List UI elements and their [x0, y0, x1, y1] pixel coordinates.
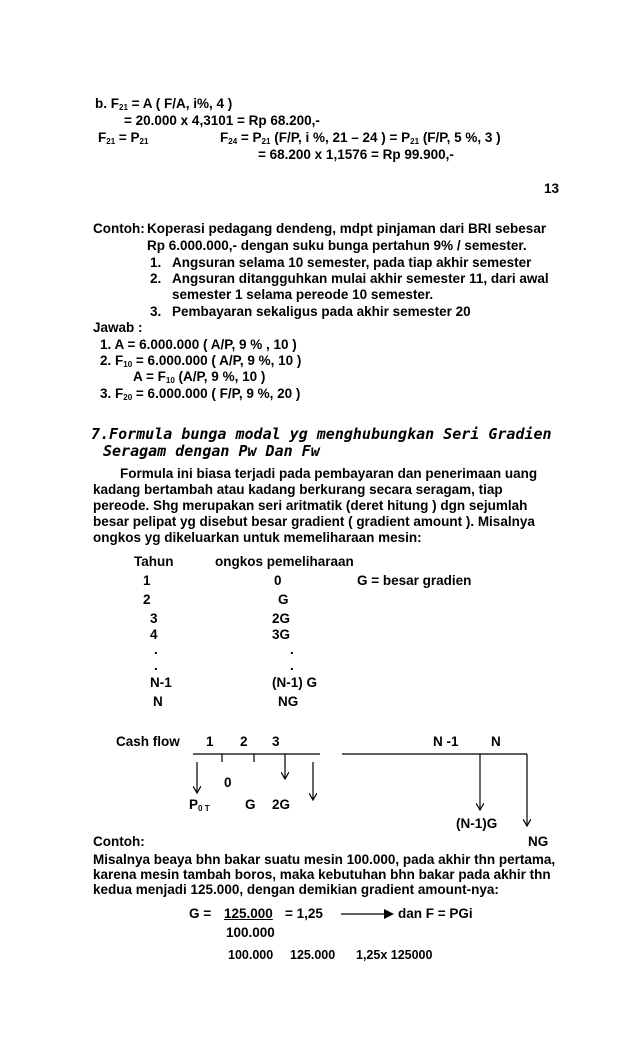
- subscript: 0 T: [198, 804, 210, 813]
- text: 2. F: [100, 353, 124, 368]
- subscript: 24: [228, 137, 238, 146]
- part-b-line-4: = 68.200 x 1,1576 = Rp 99.900,-: [258, 147, 454, 162]
- bottom-value: 1,25x 125000: [356, 948, 433, 962]
- table-cell-ongkos: 2G: [272, 611, 291, 626]
- bottom-value: 100.000: [228, 948, 274, 962]
- gradient-note: G = besar gradien: [357, 573, 472, 588]
- fraction-denominator: 100.000: [226, 925, 275, 940]
- contoh-item-num: 1.: [150, 255, 162, 270]
- jawab-label: Jawab :: [93, 320, 143, 335]
- contoh-item-text: Angsuran selama 10 semester, pada tiap akhir semester: [172, 255, 532, 270]
- right-arrow-icon: [340, 908, 396, 920]
- g-label: G: [245, 797, 256, 812]
- table-cell-ongkos: G: [278, 592, 289, 607]
- text: = P: [237, 130, 262, 145]
- text: F: [98, 130, 107, 145]
- table-cell-tahun: 3: [150, 611, 158, 626]
- contoh-item-text: Angsuran ditangguhkan mulai akhir semester 11, dari awal: [172, 271, 549, 286]
- 2g-label: 2G: [272, 797, 291, 812]
- table-cell-ongkos: 0: [274, 573, 282, 588]
- future-value-formula: dan F = PGi: [398, 906, 473, 921]
- text: (F/P, 5 %, 3 ): [419, 130, 501, 145]
- text: 3. F: [100, 386, 124, 401]
- period-n-minus-1-label: N -1: [433, 734, 459, 749]
- contoh-line-1: Koperasi pedagang dendeng, mdpt pinjaman dari BRI sebesar: [147, 221, 547, 236]
- fraction-numerator: 125.000: [224, 906, 273, 921]
- table-cell-tahun: 1: [143, 573, 151, 588]
- text: = 6.000.000 ( F/P, 9 %, 20 ): [132, 386, 301, 401]
- subscript: 20: [123, 393, 133, 402]
- section-heading-line-1: 7.Formula bunga modal yg menghubungkan Seri Gradien: [91, 425, 552, 443]
- period-1-label: 1: [206, 734, 214, 749]
- paragraph-line: ongkos yg dikeluarkan untuk memeliharaan mesin:: [93, 530, 422, 545]
- text: P: [189, 797, 199, 812]
- contoh-2-line: karena mesin tambah boros, maka kebutuhan bhn bakar pada akhir thn: [93, 867, 551, 882]
- table-cell-tahun: .: [154, 642, 158, 657]
- contoh-label: Contoh:: [93, 221, 145, 236]
- subscript: 21: [106, 137, 116, 146]
- paragraph-line: besar pelipat yg disebut besar gradient ( gradient amount ). Misalnya: [93, 514, 535, 529]
- subscript: 10: [165, 376, 175, 385]
- fraction-result: = 1,25: [285, 906, 323, 921]
- contoh-item-num: 3.: [150, 304, 162, 319]
- subscript: 21: [139, 137, 149, 146]
- contoh-item-text: Pembayaran sekaligus pada akhir semester 20: [172, 304, 471, 319]
- section-heading-line-2: Seragam dengan Pw Dan Fw: [103, 442, 320, 460]
- part-b-line-2: = 20.000 x 4,3101 = Rp 68.200,-: [124, 113, 320, 128]
- table-cell-tahun: N: [153, 694, 163, 709]
- contoh-line-2: Rp 6.000.000,- dengan suku bunga pertahun 9% / semester.: [147, 238, 527, 253]
- period-3-label: 3: [272, 734, 280, 749]
- table-cell-ongkos: (N-1) G: [272, 675, 317, 690]
- period-n-label: N: [491, 734, 501, 749]
- contoh-2-line: kedua menjadi 125.000, dengan demikian gradient amount-nya:: [93, 882, 499, 897]
- text: = 6.000.000 ( A/P, 9 %, 10 ): [132, 353, 302, 368]
- subscript: 21: [119, 103, 128, 112]
- period-2-label: 2: [240, 734, 248, 749]
- text: (A/P, 9 %, 10 ): [174, 369, 266, 384]
- bottom-value: 125.000: [290, 948, 336, 962]
- table-cell-tahun: N-1: [150, 675, 172, 690]
- n-minus-1-g-label: (N-1)G: [456, 816, 498, 831]
- ng-label: NG: [528, 834, 549, 849]
- table-head-ongkos: ongkos pemeliharaan: [215, 554, 354, 569]
- text: = A ( F/A, i%, 4 ): [127, 96, 233, 111]
- gradient-g-label: G =: [189, 906, 212, 921]
- contoh-item-num: 2.: [150, 271, 162, 286]
- contoh-item-text: semester 1 selama pereode 10 semester.: [172, 287, 434, 302]
- text: (F/P, i %, 21 – 24 ) = P: [270, 130, 411, 145]
- contoh-2-label: Contoh:: [93, 834, 145, 849]
- table-cell-ongkos: .: [290, 642, 294, 657]
- table-cell-tahun: 2: [143, 592, 151, 607]
- table-cell-ongkos: NG: [278, 694, 299, 709]
- page-number: 13: [544, 181, 560, 196]
- subscript: 21: [261, 137, 271, 146]
- text: F: [220, 130, 229, 145]
- table-cell-tahun: 4: [150, 627, 158, 642]
- contoh-2-line: Misalnya beaya bhn bakar suatu mesin 100.000, pada akhir thn pertama,: [93, 852, 556, 867]
- subscript: 10: [123, 360, 133, 369]
- text: A = F: [133, 369, 166, 384]
- text: = P: [115, 130, 140, 145]
- paragraph-line: kadang bertambah atau kadang berkurang secara seragam, tiap: [93, 482, 503, 497]
- table-head-tahun: Tahun: [134, 554, 174, 569]
- table-cell-ongkos: 3G: [272, 627, 291, 642]
- paragraph-line: pereode. Shg merupakan seri aritmatik (deret hitung ) dgn sejumlah: [93, 498, 528, 513]
- cashflow-label: Cash flow: [116, 734, 180, 749]
- table-cell-tahun: .: [154, 658, 158, 673]
- table-cell-ongkos: .: [290, 658, 294, 673]
- jawab-line-1: 1. A = 6.000.000 ( A/P, 9 % , 10 ): [100, 337, 297, 352]
- subscript: 21: [410, 137, 420, 146]
- text: b. F: [95, 96, 119, 111]
- paragraph-line: Formula ini biasa terjadi pada pembayaran dan penerimaan uang: [120, 466, 538, 481]
- zero-label: 0: [224, 775, 232, 790]
